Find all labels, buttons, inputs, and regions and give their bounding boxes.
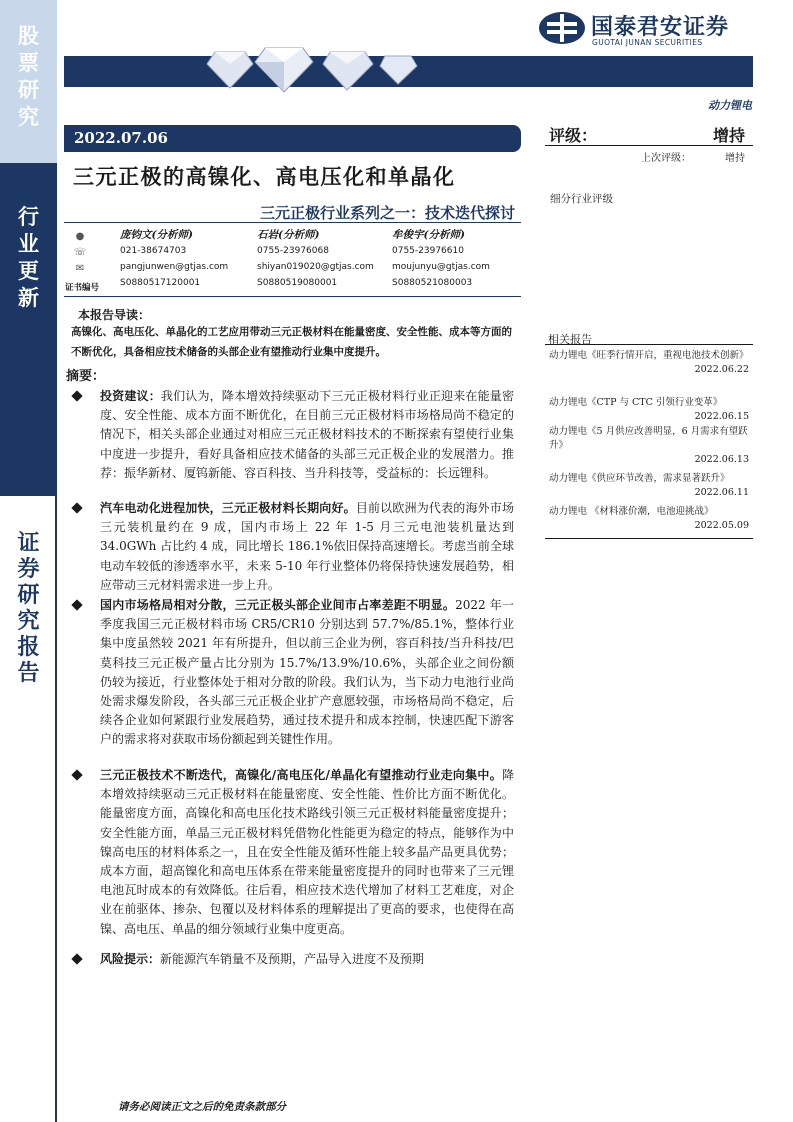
band-label-bottom: 证 券 研 究 报 告 [17,530,40,686]
report-title: 三元正极的高镍化、高电压化和单晶化 [73,164,456,189]
related-report-date: 2022.06.11 [694,487,749,498]
bullet-text: 降本增效持续驱动三元正极材料在能量密度、安全性能、性价比方面不断优化。能量密度方面，高镍化和高电压化技术路线引领三元正极材料能量密度提升；安全性能方面，单晶三元正极材料凭借物化性能更为稳定的特点，能够作为中镍高电压的材料体系之一，且在安全性能及循环性能上较多晶产品更具优势；成本方面，超高镍化和高电压体系在带来能量密度提升的同时也带来了三元锂电池瓦时成本的有效降低。往后看，相应技术迭代增加了材料工艺难度，对企业在前驱体、掺杂、包覆以及材料体系的理解提出了更高的要求，也使得在高镍、高电压、单晶的细分领域行业集中度更高。 [100,768,514,936]
divider [545,344,753,345]
analyst-table [64,222,521,297]
report-subtitle: 三元正极行业系列之一：技术迭代探讨 [259,204,515,222]
bullet-lead: 三元正极技术不断迭代，高镍化/高电压化/单晶化有望推动行业走向集中。 [100,768,502,782]
related-report-date: 2022.06.15 [694,411,749,422]
analyst-cert: S0880521080003 [392,278,473,288]
related-report-title[interactable]: 动力锂电《供应环节改善，需求显著跃升》 [549,473,730,484]
related-report-item[interactable] [549,472,753,500]
summary-bullet [74,950,514,969]
person-icon: ● [75,230,85,242]
related-report-title[interactable]: 动力锂电 《材料涨价潮，电池迎挑战》 [549,506,714,517]
diamond-decoration-icon [205,44,435,94]
related-reports-heading: 相关报告 [548,333,592,346]
prev-rating-value: 增持 [725,153,745,164]
analyst-phone: 021-38674703 [120,246,187,256]
analyst-email[interactable]: pangjunwen@gtjas.com [120,262,229,272]
bullet-lead: 风险提示： [100,952,161,966]
bullet-text: 2022 年一季度我国三元正极材料市场 CR5/CR10 分别达到 57.7%/85.1%，整体行业集中度虽然较 2021 年有所提升，但以前三企业为例，容百科技/当升科技/巴莫科技三元正极产量占比分别为 15.7%/13.9%/10.6%，头部企业之间份额仍较为接近，行业整体处于相对分散的阶段。我们认为，当下动力电池行业尚处需求爆发阶段，各头部三元正极企业扩产意愿较强，市场格局尚不稳定，后续各企业如何紧跟行业发展趋势，通过技术提升和成本控制，快速匹配下游客户的需求将对获取市场份额起到关键性作用。 [100,598,514,747]
sub-industry-rating-label: 细分行业评级 [550,193,613,205]
disclaimer-footer: 请务必阅读正文之后的免责条款部分 [118,1101,286,1113]
bullet-lead: 汽车电动化进程加快，三元正极材料长期向好。 [100,501,356,515]
summary-bullet [74,596,514,750]
related-report-item[interactable] [549,425,753,467]
related-report-item[interactable] [549,349,753,377]
divider [545,538,753,539]
summary-bullet [74,766,514,939]
logo-mark-icon [537,10,587,46]
left-band [0,0,57,1122]
analyst-cert: S0880519080001 [257,278,338,288]
related-report-date: 2022.06.13 [694,454,749,465]
analyst-cert: S0880517120001 [120,278,201,288]
analyst-phone: 0755-23976610 [392,246,464,256]
analyst-column [392,227,490,291]
related-report-date: 2022.06.22 [694,364,749,375]
band-label-middle: 行 业 更 新 [18,204,39,310]
analyst-name: 牟俊宇(分析师) [392,229,465,241]
analyst-column [257,227,374,291]
band-label-top: 股 票 研 究 [18,23,39,129]
bullet-text: 我们认为，降本增效持续驱动下三元正极材料行业正迎来在能量密度、安全性能、成本方面不断优化，在目前三元正极材料市场格局尚不稳定的情况下，相关头部企业通过对相应三元正极材料技术的不断探索有望使行业集中度进一步提升，看好具备相应技术储备的头部三元正极企业的发展潜力。推荐：振华新材、厦钨新能、容百科技、当升科技等，受益标的：长远锂科。 [100,389,514,480]
bullet-text: 新能源汽车销量不及预期，产品导入进度不及预期 [160,952,425,966]
related-report-title[interactable]: 动力锂电《5 月供应改善明显，6 月需求有望跃升》 [549,426,748,451]
company-logo: 国泰君安证券 GUOTAI JUNAN SECURITIES [535,10,755,50]
sector-tag: 动力锂电 [708,99,752,112]
analyst-icons [73,228,87,276]
date-bar [64,125,521,152]
analyst-name: 石岩(分析师) [257,229,320,241]
bullet-lead: 投资建议： [100,389,161,403]
summary-bullet [74,387,514,483]
related-report-date: 2022.05.09 [694,520,749,531]
rating-value: 增持 [712,126,745,145]
summary-heading: 摘要： [66,369,106,384]
analyst-name: 庞钧文(分析师) [120,229,193,241]
rating-box [545,123,753,162]
related-report-title[interactable]: 动力锂电《CTP 与 CTC 引领行业变革》 [549,397,723,408]
related-report-item[interactable] [549,396,753,424]
rating-label: 评级： [549,126,598,145]
email-icon: ✉ [75,262,85,274]
analyst-phone: 0755-23976068 [257,246,329,256]
guide-heading: 本报告导读： [78,308,151,322]
summary-bullet [74,499,514,595]
related-report-item[interactable] [549,505,753,533]
prev-rating-label: 上次评级： [641,153,691,164]
analyst-column [120,227,228,291]
analyst-email[interactable]: shiyan019020@gtjas.com [257,262,374,272]
cert-label: 证书编号 [65,283,100,293]
bullet-text: 目前以欧洲为代表的海外市场三元装机量约在 9 成，国内市场上 22 年 1-5 月三元电池装机量达到 34.0GWh 占比约 4 成，同比增长 186.1%依旧保持高速增长。考虑当前全球电动车较低的渗透率水平，未来 5-10 年行业整体仍将保持快速发展趋势，相应带动三元材料需求进一步上升。 [100,501,514,592]
guide-body: 高镍化、高电压化、单晶化的工艺应用带动三元正极材料在能量密度、安全性能、成本等方面的不断优化，具备相应技术储备的头部企业有望推动行业集中度提升。 [71,326,512,358]
phone-icon: ☏ [73,246,87,258]
bullet-lead: 国内市场格局相对分散，三元正极头部企业间市占率差距不明显。 [100,598,456,612]
report-date: 2022.07.06 [74,129,168,147]
related-report-title[interactable]: 动力锂电《旺季行情开启，重视电池技术创新》 [549,350,749,361]
analyst-email[interactable]: moujunyu@gtjas.com [392,262,490,272]
